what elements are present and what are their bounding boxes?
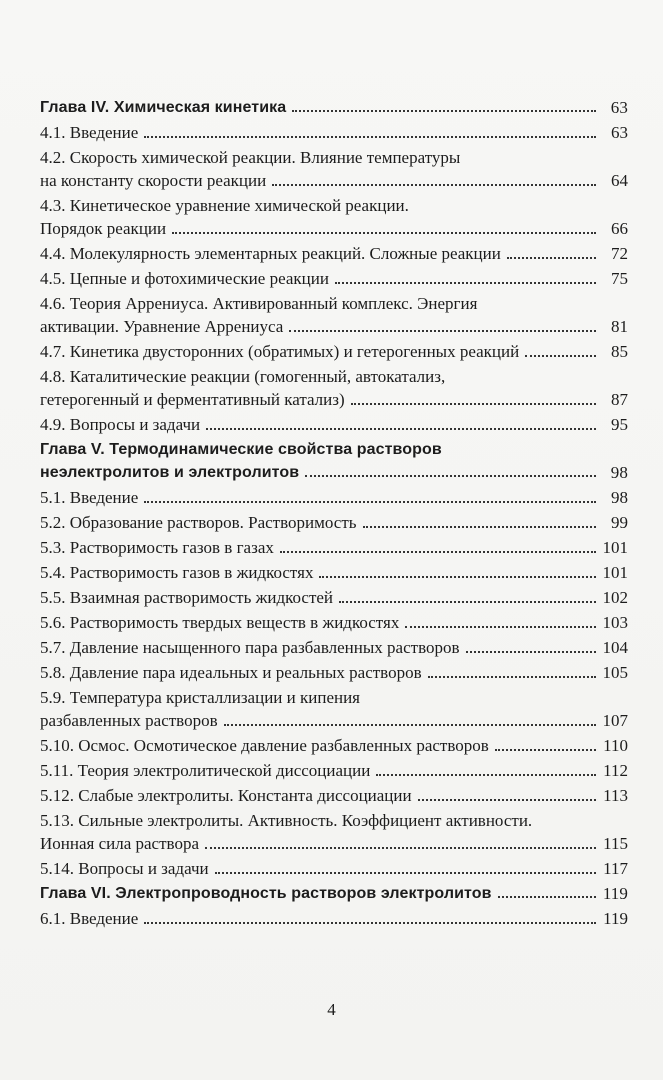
toc-entry-title-line: неэлектролитов и электролитов (40, 464, 300, 481)
toc-section-entry (40, 611, 628, 634)
toc-entry-title-line: 5.13. Сильные электролиты. Активность. Коэффициент активности. (40, 811, 533, 830)
toc-page-number: 95 (611, 415, 628, 434)
toc-section-entry (40, 561, 628, 584)
toc-entry-last-line (40, 561, 602, 584)
dot-leader (428, 675, 596, 678)
toc-page-number: 105 (602, 663, 628, 682)
toc-entry-last-line (40, 315, 602, 338)
toc-section-entry (40, 586, 628, 609)
toc-entry-title (40, 784, 602, 807)
dot-leader (215, 871, 596, 874)
toc-section-entry (40, 413, 628, 436)
toc-chapter-entry (40, 96, 628, 119)
dot-leader (224, 723, 596, 726)
toc-entry-last-line (40, 661, 602, 684)
toc-entry-title-line: Ионная сила раствора (40, 834, 199, 853)
dot-leader (292, 109, 596, 112)
toc-entry-title-line: 5.11. Теория электролитической диссоциации (40, 761, 371, 780)
toc-section-entry (40, 121, 628, 144)
toc-section-entry (40, 486, 628, 509)
toc-page-number: 113 (603, 786, 628, 805)
toc-page-number: 75 (611, 269, 628, 288)
dot-leader (272, 183, 596, 186)
toc-entry-last-line (40, 709, 602, 732)
toc-entry-last-line (40, 486, 602, 509)
toc-entry-title-line: гетерогенный и ферментативный катализ) (40, 390, 345, 409)
toc-page-number: 87 (611, 390, 628, 409)
toc-entry-last-line (40, 734, 602, 757)
toc-entry-title (40, 121, 602, 144)
toc-page-number: 117 (603, 859, 628, 878)
dot-leader (319, 575, 596, 578)
dot-leader (144, 500, 596, 503)
toc-page-number: 112 (603, 761, 628, 780)
toc-entry-last-line (40, 882, 602, 905)
toc-entry-title-line: 5.5. Взаимная растворимость жидкостей (40, 588, 334, 607)
toc-entry-title-line: 5.2. Образование растворов. Растворимость (40, 513, 357, 532)
toc-chapter-entry (40, 438, 628, 484)
dot-leader (144, 135, 596, 138)
dot-leader (339, 600, 596, 603)
toc-section-entry (40, 340, 628, 363)
toc-entry-title-line: 4.1. Введение (40, 123, 139, 142)
dot-leader (405, 625, 596, 628)
toc-section-entry (40, 734, 628, 757)
toc-entry-last-line (40, 536, 602, 559)
toc-page-number: 101 (602, 538, 628, 557)
toc-section-entry (40, 267, 628, 290)
toc-entry-title (40, 759, 602, 782)
toc-entry-title-line: 5.7. Давление насыщенного пара разбавленных растворов (40, 638, 460, 657)
toc-entry-title-line: активации. Уравнение Аррениуса (40, 317, 284, 336)
toc-entry-title (40, 686, 602, 732)
toc-entry-title-line: 5.9. Температура кристаллизации и кипения (40, 688, 361, 707)
toc-section-entry (40, 907, 628, 930)
toc-entry-title-line: 5.12. Слабые электролиты. Константа диссоциации (40, 786, 412, 805)
dot-leader (280, 550, 596, 553)
toc-page-number: 103 (602, 613, 628, 632)
dot-leader (172, 231, 596, 234)
toc-section-entry (40, 686, 628, 732)
dot-leader (498, 895, 596, 898)
toc-entry-title-line: разбавленных растворов (40, 711, 218, 730)
dot-leader (363, 525, 596, 528)
toc-entry-last-line (40, 784, 602, 807)
toc-entry-title (40, 636, 602, 659)
toc-entry-title (40, 586, 602, 609)
toc-section-entry (40, 146, 628, 192)
toc-entry-title (40, 242, 602, 265)
toc-page-number: 104 (602, 638, 628, 657)
toc-entry-title (40, 561, 602, 584)
toc-entry-title-line: на константу скорости реакции (40, 171, 267, 190)
toc-entry-title (40, 365, 602, 411)
toc-entry-title-line: 5.3. Растворимость газов в газах (40, 538, 274, 557)
toc-entry-title-line: Глава VI. Электропроводность растворов электролитов (40, 885, 492, 902)
toc-entry-title (40, 536, 602, 559)
toc-entry-last-line (40, 511, 602, 534)
toc-entry-title-line: Порядок реакции (40, 219, 167, 238)
toc-section-entry (40, 536, 628, 559)
toc-entry-title (40, 661, 602, 684)
dot-leader (376, 773, 596, 776)
toc-entry-title (40, 292, 602, 338)
toc-page-number: 98 (611, 488, 628, 507)
toc-entry-title-line: 4.4. Молекулярность элементарных реакций. Сложные реакции (40, 244, 501, 263)
toc-entry-last-line (40, 340, 602, 363)
toc-page-number: 119 (603, 909, 628, 928)
toc-section-entry (40, 292, 628, 338)
toc-entry-last-line (40, 832, 602, 855)
toc-page-number: 63 (611, 123, 628, 142)
toc-entry-last-line (40, 388, 602, 411)
toc-section-entry (40, 661, 628, 684)
toc-entry-last-line (40, 267, 602, 290)
toc-entry-title-line: 5.4. Растворимость газов в жидкостях (40, 563, 314, 582)
toc-section-entry (40, 242, 628, 265)
toc-entry-last-line (40, 907, 602, 930)
toc-entry-title (40, 882, 602, 905)
toc-entry-title-line: Глава V. Термодинамические свойства растворов (40, 441, 442, 458)
toc-entry-last-line (40, 759, 602, 782)
dot-leader (507, 256, 596, 259)
page-number: 4 (327, 1000, 336, 1019)
toc-page-number: 115 (603, 834, 628, 853)
toc-entry-title-line: 4.8. Каталитические реакции (гомогенный, автокатализ, (40, 367, 446, 386)
toc-entry-last-line (40, 461, 602, 484)
toc-entry-title (40, 438, 602, 484)
toc-page-number: 110 (603, 736, 628, 755)
dot-leader (466, 650, 596, 653)
toc-page-number: 85 (611, 342, 628, 361)
toc-entry-title-line: 4.5. Цепные и фотохимические реакции (40, 269, 329, 288)
toc-page-number: 99 (611, 513, 628, 532)
table-of-contents (40, 96, 628, 932)
toc-section-entry (40, 194, 628, 240)
toc-entry-title (40, 194, 602, 240)
toc-entry-title-line: 4.3. Кинетическое уравнение химической реакции. (40, 196, 409, 215)
toc-page-number: 101 (602, 563, 628, 582)
toc-page-number: 72 (611, 244, 628, 263)
toc-entry-title (40, 809, 602, 855)
dot-leader (305, 474, 596, 477)
toc-entry-last-line (40, 636, 602, 659)
toc-page-number: 66 (611, 219, 628, 238)
dot-leader (351, 402, 596, 405)
dot-leader (206, 427, 596, 430)
toc-page-number: 63 (610, 98, 628, 117)
toc-entry-title-line: 5.10. Осмос. Осмотическое давление разбавленных растворов (40, 736, 489, 755)
toc-page-number: 64 (611, 171, 628, 190)
toc-section-entry (40, 809, 628, 855)
toc-chapter-entry (40, 882, 628, 905)
toc-entry-last-line (40, 169, 602, 192)
toc-entry-last-line (40, 121, 602, 144)
toc-entry-title-line: 6.1. Введение (40, 909, 139, 928)
toc-section-entry (40, 784, 628, 807)
toc-entry-title-line: 5.1. Введение (40, 488, 139, 507)
dot-leader (495, 748, 596, 751)
toc-entry-title-line: 5.14. Вопросы и задачи (40, 859, 209, 878)
toc-entry-title-line: 4.6. Теория Аррениуса. Активированный комплекс. Энергия (40, 294, 478, 313)
toc-entry-last-line (40, 96, 602, 119)
toc-entry-title (40, 857, 602, 880)
toc-entry-last-line (40, 217, 602, 240)
toc-entry-title (40, 413, 602, 436)
toc-entry-title-line: 4.2. Скорость химической реакции. Влияние температуры (40, 148, 461, 167)
toc-entry-title-line: 5.8. Давление пара идеальных и реальных растворов (40, 663, 422, 682)
toc-entry-title-line: 4.7. Кинетика двусторонних (обратимых) и гетерогенных реакций (40, 342, 520, 361)
dot-leader (418, 798, 596, 801)
toc-entry-title (40, 486, 602, 509)
toc-page-number: 81 (611, 317, 628, 336)
dot-leader (335, 281, 596, 284)
toc-section-entry (40, 759, 628, 782)
toc-entry-last-line (40, 611, 602, 634)
toc-entry-title-line: Глава IV. Химическая кинетика (40, 99, 287, 116)
toc-section-entry (40, 365, 628, 411)
toc-section-entry (40, 857, 628, 880)
toc-entry-title (40, 734, 602, 757)
toc-page-number: 107 (602, 711, 628, 730)
toc-entry-last-line (40, 857, 602, 880)
toc-entry-last-line (40, 413, 602, 436)
toc-section-entry (40, 636, 628, 659)
toc-entry-title (40, 340, 602, 363)
toc-entry-title-line: 5.6. Растворимость твердых веществ в жидкостях (40, 613, 400, 632)
toc-entry-title (40, 907, 602, 930)
toc-page-number: 98 (610, 463, 628, 482)
toc-entry-title-line: 4.9. Вопросы и задачи (40, 415, 201, 434)
dot-leader (205, 846, 596, 849)
toc-entry-title (40, 511, 602, 534)
toc-entry-last-line (40, 242, 602, 265)
toc-entry-title (40, 96, 602, 119)
toc-entry-title (40, 146, 602, 192)
toc-entry-title (40, 611, 602, 634)
toc-page-number: 119 (602, 884, 628, 903)
dot-leader (525, 354, 596, 357)
toc-section-entry (40, 511, 628, 534)
toc-entry-last-line (40, 586, 602, 609)
toc-entry-title (40, 267, 602, 290)
dot-leader (144, 921, 596, 924)
dot-leader (289, 329, 596, 332)
toc-page-number: 102 (602, 588, 628, 607)
